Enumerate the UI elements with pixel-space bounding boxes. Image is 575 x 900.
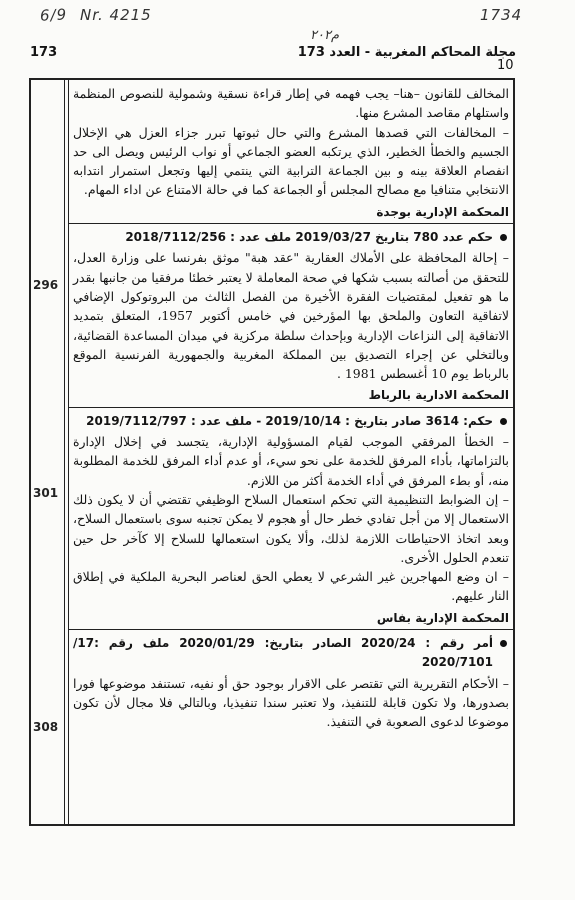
margin-ref-3: 308 (33, 720, 59, 734)
handwritten-note-center: م٢٠٢ (310, 28, 340, 43)
intro-paragraph-1: المخالف للقانون –هنا– يجب فهمه في إطار قراءة نسقية وشمولية للنصوص المنظمة واستلهام مقاصد المشرع منها. (73, 86, 509, 121)
section-title-rabat: المحكمة الادارية بالرباط (69, 386, 513, 407)
decision-header-rabat (73, 412, 509, 431)
bullet-icon (500, 418, 507, 425)
margin-ref-1: 296 (33, 278, 59, 292)
document-body (73, 84, 509, 732)
decision-header-oujda (73, 228, 509, 247)
running-header (30, 45, 516, 63)
section-rabat-paragraph-2: – إن الضوابط التنظيمية التي تحكم استعمال السلاح الوظيفي تقتضي أن لا يكون ذلك الاستعمال إلا من أجل تفادي خطر حال أو هجوم لا يمكن تجنبه سوى باستعمال السلاح، وبعد اتخاذ الاحتياطات اللازمة لذلك، وألا يكون استعمالها للسلاح إلا كآخر حل حين تنعدم الحلول الأخرى. (73, 491, 509, 565)
section-fes-paragraph-1: – الأحكام التقريرية التي تقتصر على الاقرار بوجود حق أو نفيه، تستنفد موضوعها فورا بصدورها، ولا تكون قابلة للتنفيذ، ولا تعتبر سندا تنفيذيا، وبالتالي فلا مجال لأن تكون موضوعا لدعوى الصعوبة في التنفيذ. (73, 675, 509, 730)
bullet-icon (500, 234, 507, 241)
decision-text: حكم: 3614 صادر بتاريخ : 2019/10/14 - ملف عدد : 2019/7112/797 (86, 413, 493, 428)
header-journal-title: مجلة المحاكم المغربية - العدد 173 (297, 45, 516, 60)
margin-divider (64, 80, 65, 824)
bullet-icon (500, 640, 507, 647)
handwritten-note-right: 1734 (480, 6, 523, 24)
decision-header-fes (73, 634, 509, 673)
section-title-fes: المحكمة الإدارية بفاس (69, 609, 513, 630)
handwritten-note-number: Nr. 4215 (80, 6, 152, 24)
header-issue-number: 173 (30, 45, 58, 60)
section-title-oujda: المحكمة الإدارية بوجدة (69, 203, 513, 224)
decision-text: أمر رقم : 2020/24 الصادر بتاريخ: 2020/01/29 ملف رقم :17/ 2020/7101 (73, 636, 493, 670)
page-number: 10 (497, 58, 514, 73)
section-rabat-paragraph-1: – الخطأ المرفقي الموجب لقيام المسؤولية الإدارية، يتجسد في إخلال الإدارة بالتزاماتها، بأداء المرفق للخدمة على نحو سيء، أو عدم أداء المرفق للخدمة المطلوبة منه، أو بطء المرفق في أداء الخدمة أكثر من اللازم. (73, 434, 509, 488)
section-rabat-paragraph-3: – ان وضع المهاجرين غير الشرعي لا يعطي الحق لعناصر البحرية الملكية في إطلاق النار عليهم. (73, 569, 509, 604)
decision-text: حكم عدد 780 بتاريخ 2019/03/27 ملف عدد : 2018/7112/256 (125, 230, 493, 245)
margin-divider-inner (68, 80, 69, 824)
handwritten-note-left: 6/9 (39, 5, 68, 25)
section-oujda-paragraph-1: – إحالة المحافظة على الأملاك العقارية "عقد هبة" موثق بفرنسا على وزارة العدل، للتحقق من أصالته بسبب شكها في صحة المعاملة لا يعتبر خطئا مرفقيا من جانبها بقدر ما هو تفعيل لمقتضيات الفقرة الأخيرة من الفصل الثالث من البروتوكول الإضافي لاتفاقية التعاون والملحق بها المؤرخين في خامس أكتوبر 1957، المتعلق بتمديد الاتفاقية إلى النزاعات الإدارية وبإحداث سلطة مركزية في ميدان المساعدة القضائية، وبالتخلي عن إجراء التصديق بين المملكة المغربية والجمهورية الفرنسية الموقع بالرباط يوم 10 أغسطس 1981 . (73, 250, 509, 382)
margin-ref-2: 301 (33, 486, 59, 500)
intro-paragraph-2: – المخالفات التي قصدها المشرع والتي حال ثبوتها تبرر جزاء العزل هي الإخلال الجسيم والخطأ الخطير، الذي يرتكبه العضو الجماعي أو نواب الرئيس ويصل الى حد انفصام العلاقة بينه و بين الجماعة الترابية التي ينتمي إليها وتجعل استمرار انتدابه الانتخابي متنافيا مع مصالح المجلس أو الجماعة كما في حالة الامتناع عن اداء المهام. (73, 124, 509, 198)
